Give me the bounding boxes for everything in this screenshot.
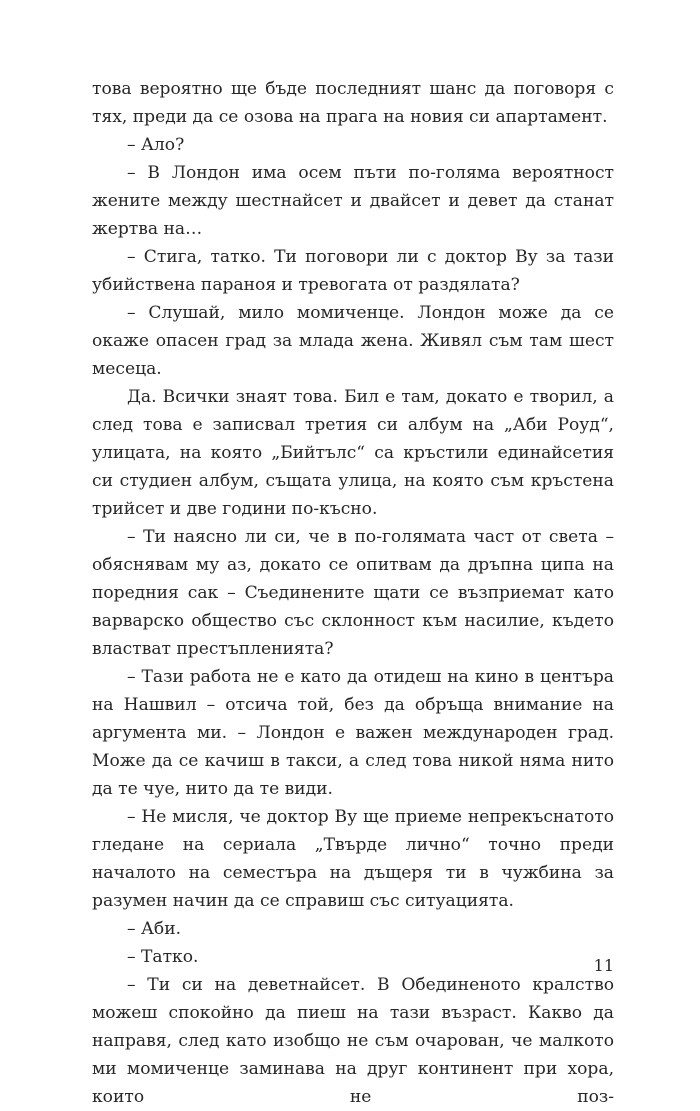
paragraph-3: – В Лондон има осем пъти по-голяма вероятност жените между шестнайсет и двайсет и девет да станат жертва на… (92, 163, 614, 239)
page-number: 11 (593, 956, 614, 975)
paragraph-12: – Ти си на деветнайсет. В Обединеното кралство можеш спокойно да пиеш на тази възраст. Какво да направя, след като изобщо не съм очарован, че малкото ми момиченце заминава на друг континент при хора, които не поз- (92, 975, 614, 1107)
paragraph-8: – Тази работа не е като да отидеш на кино в центъра на Нашвил – отсича той, без да обръща внимание на аргумента ми. – Лондон е важен международен град. Може да се качиш в такси, а след това никой няма нито да те чуе, нито да те види. (92, 667, 614, 799)
body-text (92, 75, 614, 1111)
paragraph-11: – Татко. (127, 947, 199, 967)
paragraph-7: – Ти наясно ли си, че в по-голямата част от света – обяснявам му аз, докато се опитвам да дръпна ципа на поредния сак – Съединените щати се възприемат като варварско общество със склонност към насилие, където властват престъпленията? (92, 527, 614, 659)
paragraph-4: – Стига, татко. Ти поговори ли с доктор Ву за тази убийствена параноя и тревогата от раздялата? (92, 247, 614, 295)
paragraph-5: – Слушай, мило момиченце. Лондон може да се окаже опасен град за млада жена. Живял съм там шест месеца. (92, 303, 614, 379)
paragraph-10: – Аби. (127, 919, 182, 939)
paragraph-6: Да. Всички знаят това. Бил е там, докато е творил, а след това е записвал третия си албум на „Аби Роуд“, улицата, на която „Бийтълс“ са кръстили единайсетия си студиен албум, същата улица, на която съм кръстена трийсет и две години по-късно. (92, 387, 614, 519)
paragraph-9: – Не мисля, че доктор Ву ще приеме непрекъснатото гледане на сериала „Твърде лично“ точно преди началото на семестъра на дъщеря ти в чужбина за разумен начин да се справиш със ситуацията. (92, 807, 614, 911)
paragraph-2: – Ало? (127, 135, 185, 155)
paragraph-1: това вероятно ще бъде последният шанс да поговоря с тях, преди да се озова на прага на новия си апартамент. (92, 79, 614, 127)
